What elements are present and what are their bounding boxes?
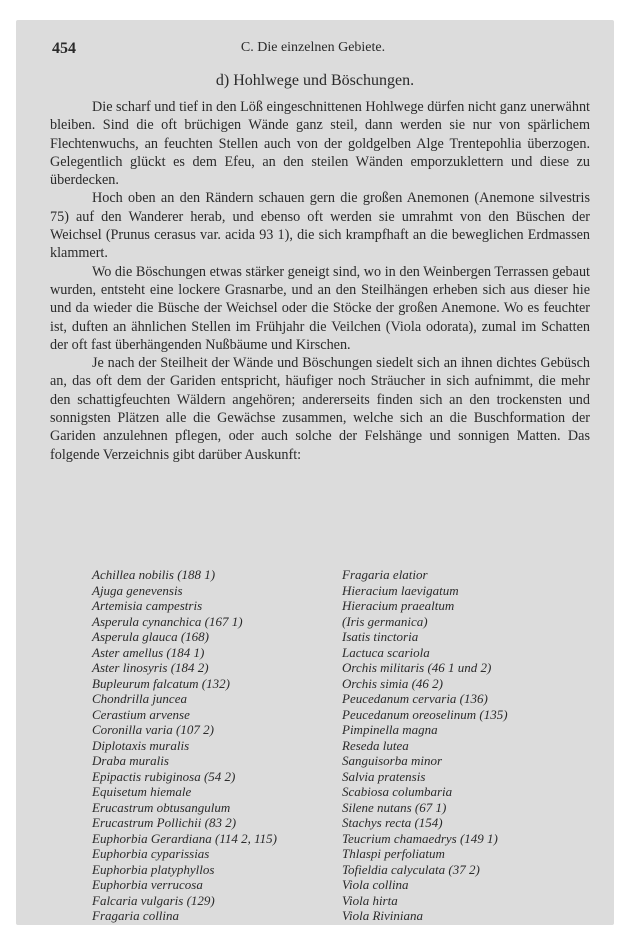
species-entry: Erucastrum obtusangulum xyxy=(92,799,231,815)
species-entry: Falcaria vulgaris (129) xyxy=(92,892,215,908)
species-entry: Orchis militaris (46 1 und 2) xyxy=(342,660,492,675)
book-page xyxy=(16,20,614,925)
species-entry: Scabiosa columbaria xyxy=(342,784,453,799)
species-entry: Orchis simia (46 2) xyxy=(342,675,443,691)
species-entry: Artemisia campestris xyxy=(92,598,203,613)
species-entry: Lactuca scariola xyxy=(342,644,430,660)
species-entry: Euphorbia cyparissias xyxy=(92,846,210,861)
species-column-right xyxy=(342,567,592,924)
species-entry: Aster linosyris (184 2) xyxy=(92,660,209,675)
species-entry: Silene nutans (67 1) xyxy=(342,799,447,815)
species-list xyxy=(92,567,592,924)
species-entry: Viola hirta xyxy=(342,892,398,908)
species-entry: Hieracium laevigatum xyxy=(342,582,459,598)
species-entry: Coronilla varia (107 2) xyxy=(92,722,214,737)
paragraph: Die scharf und tief in den Löß eingeschnittenen Hohlwege dürfen nicht ganz unerwähnt bleiben. Sind die oft brüchigen Wände ganz steil, dann werden sie nur von spärlichem Flechtenwuchs, an feuchten Stellen auch von der goldgelben Alge Trentepohlia überzogen. Gelegentlich glückt es dem Efeu, an den steilen Wänden emporzuklettern und diese zu überdecken. xyxy=(50,99,590,189)
species-entry: Reseda lutea xyxy=(342,737,409,753)
paragraph: Wo die Böschungen etwas stärker geneigt sind, wo in den Weinbergen Terrassen gebaut wurden, entsteht eine lockere Grasnarbe, und an den Steilhängen erheben sich aus dieser hie und da wieder die Büsche der Weichsel oder die Stöcke der großen Anemone. Wo es feuchter ist, duften an ähnlichen Stellen im Frühjahr die Veilchen (Viola odorata), zumal im Schatten der oft fast überhängenden Nußbäume und Kirschen. xyxy=(50,263,590,353)
species-entry: Epipactis rubiginosa (54 2) xyxy=(92,768,236,784)
page-header xyxy=(52,40,574,62)
species-entry: Bupleurum falcatum (132) xyxy=(92,675,230,691)
species-entry: Tofieldia calyculata (37 2) xyxy=(342,861,480,877)
species-entry: Isatis tinctoria xyxy=(342,629,419,644)
species-entry: Viola Riviniana xyxy=(342,908,423,923)
species-entry: Sanguisorba minor xyxy=(342,753,443,768)
species-entry: Salvia pratensis xyxy=(342,768,426,784)
species-entry: Erucastrum Pollichii (83 2) xyxy=(92,815,237,830)
page-number: 454 xyxy=(52,40,76,57)
species-entry: Pimpinella magna xyxy=(342,722,438,737)
species-entry: Asperula cynanchica (167 1) xyxy=(92,613,243,629)
paragraph: Hoch oben an den Rändern schauen gern die großen Anemonen (Anemone silvestris 75) auf den Wanderer herab, und ebenso oft werden sie umrahmt von den Büschen der Weichsel (Prunus cerasus var. acida 93 1), die sich krampfhaft an die beweglichen Erdmassen klammert. xyxy=(50,190,590,262)
species-entry: Diplotaxis muralis xyxy=(92,737,190,753)
species-entry: Euphorbia Gerardiana (114 2, 115) xyxy=(92,830,277,846)
species-entry: Achillea nobilis (188 1) xyxy=(92,567,216,582)
species-entry: (Iris germanica) xyxy=(342,613,428,629)
species-entry: Thlaspi perfoliatum xyxy=(342,846,445,861)
species-column-left xyxy=(92,567,328,924)
species-entry: Ajuga genevensis xyxy=(92,582,183,598)
species-entry: Stachys recta (154) xyxy=(342,815,443,830)
species-entry: Viola collina xyxy=(342,877,409,892)
section-title: d) Hohlwege und Böschungen. xyxy=(215,72,415,89)
species-entry: Peucedanum oreoselinum (135) xyxy=(342,706,508,722)
species-entry: Hieracium praealtum xyxy=(342,598,455,613)
species-entry: Fragaria elatior xyxy=(342,567,428,582)
paragraph: Je nach der Steilheit der Wände und Böschungen siedelt sich an ihnen dichtes Gebüsch an, das oft dem der Gariden entspricht, häufiger noch Sträucher in sich aufnimmt, die mehr den schattigfeuchten Wäldern angehören; andererseits finden sich an den trockensten und sonnigsten Plätzen alle die Gewächse zusammen, welche sich an die Buschformation der Gariden anzulehnen pflegen, oder auch solche der Felshänge und sonnigen Matten. Das folgende Verzeichnis gibt darüber Auskunft: xyxy=(50,355,590,463)
body-text xyxy=(50,98,590,464)
species-entry: Equisetum hiemale xyxy=(92,784,192,799)
species-entry: Draba muralis xyxy=(92,753,169,768)
species-entry: Euphorbia platyphyllos xyxy=(92,861,215,877)
running-title: C. Die einzelnen Gebiete. xyxy=(240,40,386,55)
species-entry: Asperula glauca (168) xyxy=(92,629,209,644)
species-entry: Chondrilla juncea xyxy=(92,691,187,706)
species-entry: Peucedanum cervaria (136) xyxy=(342,691,488,706)
species-entry: Aster amellus (184 1) xyxy=(92,644,205,660)
species-entry: Fragaria collina xyxy=(92,908,180,923)
species-entry: Euphorbia verrucosa xyxy=(92,877,203,892)
species-entry: Cerastium arvense xyxy=(92,706,190,722)
species-entry: Teucrium chamaedrys (149 1) xyxy=(342,830,498,846)
